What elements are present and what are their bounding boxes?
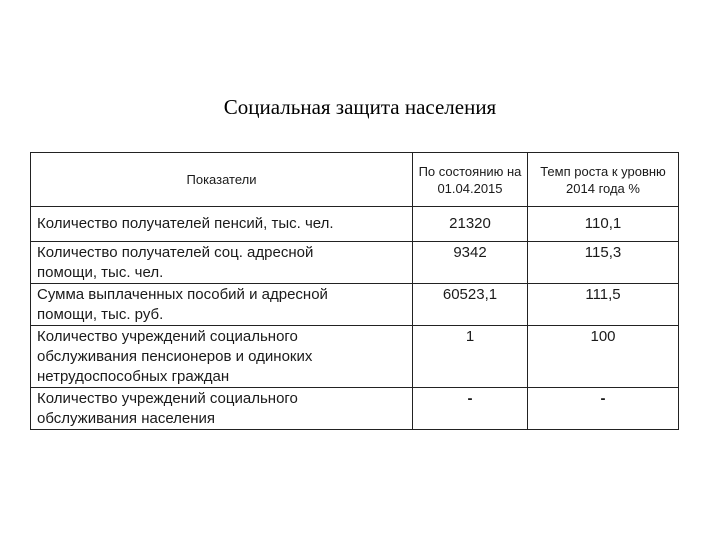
growth-cell: 115,3 bbox=[528, 242, 679, 284]
slide-title: Социальная защита населения bbox=[223, 95, 497, 119]
growth-cell: 100 bbox=[528, 326, 679, 388]
table-row bbox=[31, 388, 679, 430]
value-cell: 1 bbox=[413, 326, 528, 388]
value-cell: 60523,1 bbox=[413, 284, 528, 326]
value-cell: 21320 bbox=[413, 207, 528, 242]
header-growth-rate: Темп роста к уровню 2014 года % bbox=[528, 153, 679, 207]
table-row bbox=[31, 284, 679, 326]
table-row bbox=[31, 326, 679, 388]
indicator-cell: Количество учреждений социального обслуживания пенсионеров и одиноких нетрудоспособных граждан bbox=[31, 326, 413, 388]
indicator-cell: Сумма выплаченных пособий и адресной помощи, тыс. руб. bbox=[31, 284, 413, 326]
growth-cell: - bbox=[528, 388, 679, 430]
indicator-cell: Количество учреждений социального обслуживания населения bbox=[31, 388, 413, 430]
value-cell: - bbox=[413, 388, 528, 430]
social-protection-table bbox=[30, 152, 679, 430]
growth-cell: 110,1 bbox=[528, 207, 679, 242]
indicator-cell: Количество получателей пенсий, тыс. чел. bbox=[31, 207, 413, 242]
value-cell: 9342 bbox=[413, 242, 528, 284]
header-as-of-date: По состоянию на 01.04.2015 bbox=[413, 153, 528, 207]
table-row bbox=[31, 207, 679, 242]
header-indicators: Показатели bbox=[31, 153, 413, 207]
table-header-row bbox=[31, 153, 679, 207]
indicator-cell: Количество получателей соц. адресной помощи, тыс. чел. bbox=[31, 242, 413, 284]
table-row bbox=[31, 242, 679, 284]
growth-cell: 111,5 bbox=[528, 284, 679, 326]
